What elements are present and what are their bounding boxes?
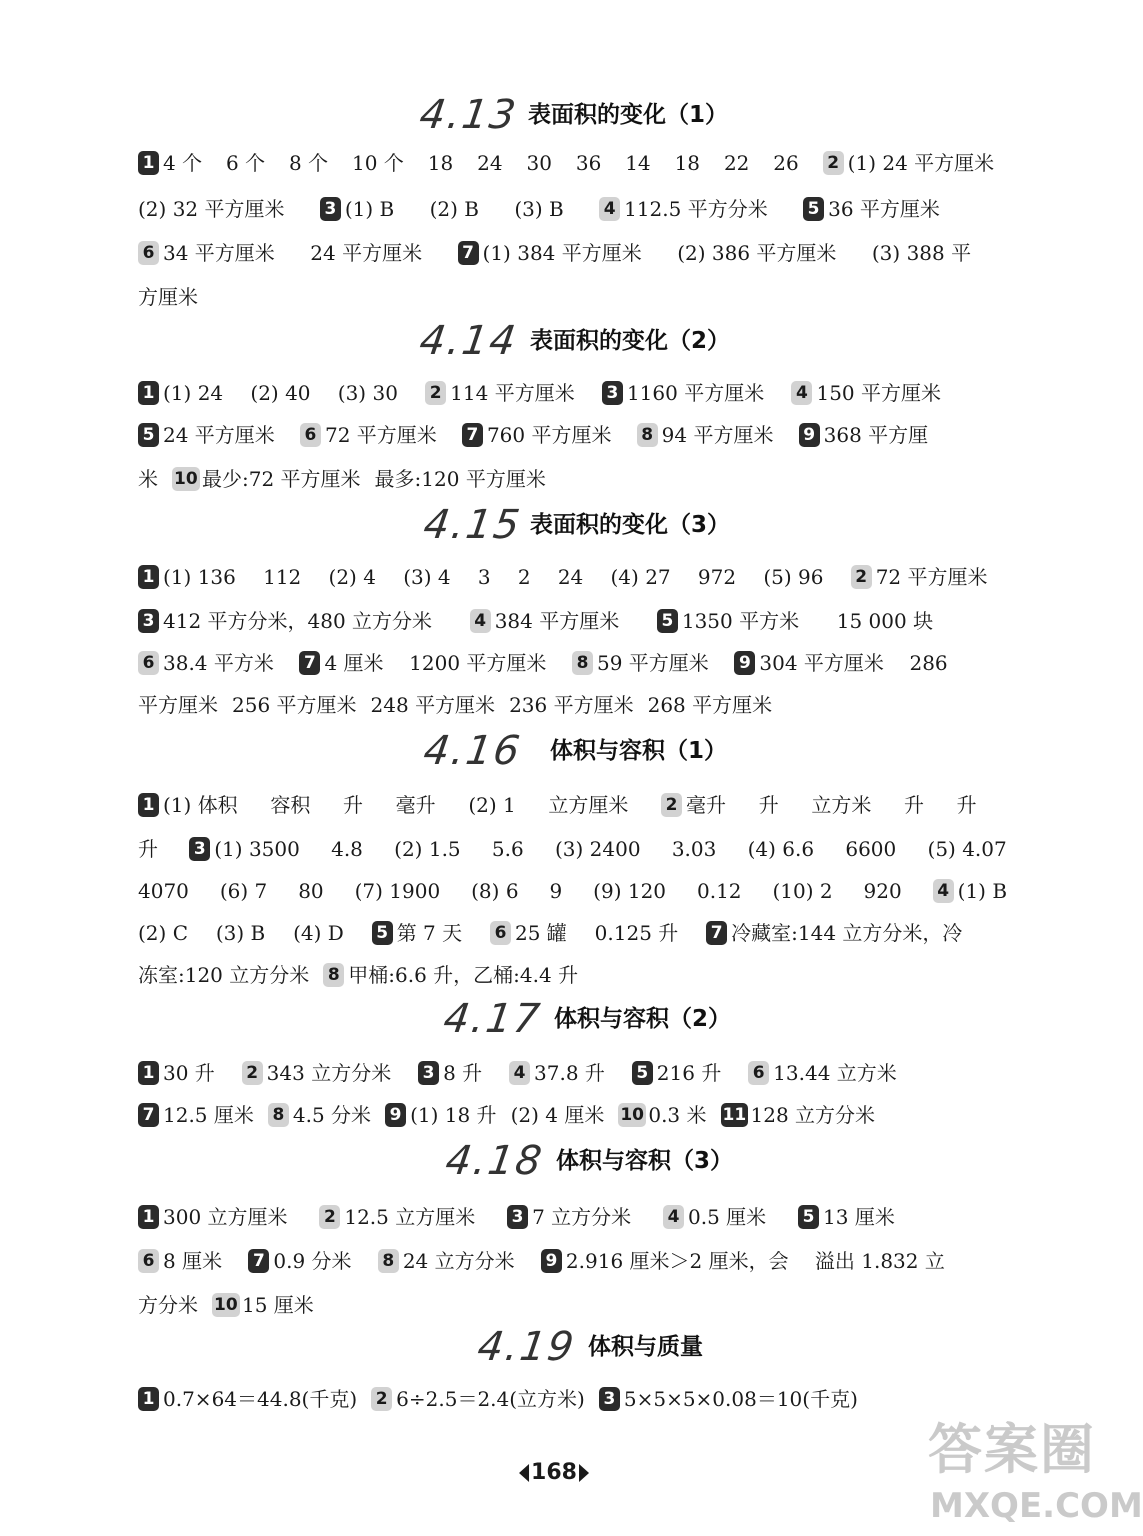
answer-text: 26 xyxy=(773,151,799,175)
watermark-url: MXQE.COM xyxy=(930,1486,1143,1526)
answer-text: 容积 xyxy=(270,793,311,817)
answer-text: (3) 2400 xyxy=(554,837,641,861)
answer-text: 5×5×5×0.08＝10(千克) xyxy=(623,1387,858,1411)
section-title: 表面积的变化（3） xyxy=(530,512,731,538)
section-header xyxy=(0,728,1108,774)
question-number-badge: 2 xyxy=(242,1061,263,1085)
section-title: 表面积的变化（1） xyxy=(528,102,729,128)
section-title: 体积与容积（3） xyxy=(556,1148,734,1174)
answer-text: 方分米 xyxy=(138,1293,198,1317)
answer-text: 13 厘米 xyxy=(823,1205,895,1229)
answer-text: 72 平方厘米 xyxy=(875,565,988,589)
question-number-badge: 9 xyxy=(799,423,820,447)
answer-text: 1200 平方厘米 xyxy=(409,651,547,675)
answer-text: 9 xyxy=(549,879,563,903)
section-header xyxy=(0,502,1108,548)
answer-text: 冻室:120 立方分米 xyxy=(138,963,310,987)
question-number-badge: 3 xyxy=(599,1387,620,1411)
question-number-badge: 2 xyxy=(319,1205,340,1229)
question-number-badge: 4 xyxy=(791,381,812,405)
answer-text: (1) 24 平方厘米 xyxy=(847,151,995,175)
page-number-text: 168 xyxy=(531,1460,577,1485)
question-number-badge: 5 xyxy=(372,921,393,945)
question-number-badge: 6 xyxy=(748,1061,769,1085)
answer-text: 286 xyxy=(909,651,948,675)
question-number-badge: 9 xyxy=(734,651,755,675)
question-number-badge: 7 xyxy=(248,1249,269,1273)
question-number-badge: 9 xyxy=(541,1249,562,1273)
question-number-badge: 6 xyxy=(138,1249,159,1273)
question-number-badge: 1 xyxy=(138,381,159,405)
question-number-badge: 6 xyxy=(490,921,511,945)
answer-text: 3 xyxy=(477,565,491,589)
answer-text: 15 000 块 xyxy=(836,609,934,633)
question-number-badge: 1 xyxy=(138,1387,159,1411)
answer-text: 24 平方厘米 xyxy=(310,241,423,265)
answer-text: 第 7 天 xyxy=(396,921,463,945)
answer-text: (2) 1 xyxy=(468,793,516,817)
answer-text: 12.5 厘米 xyxy=(163,1103,254,1127)
answer-text: (9) 120 xyxy=(593,879,667,903)
answer-text: (3) 4 xyxy=(403,565,451,589)
answer-text: (2) 4 xyxy=(328,565,376,589)
section-number: 4.18 xyxy=(442,1138,547,1184)
question-number-badge: 8 xyxy=(637,423,658,447)
answer-text: (3) 30 xyxy=(337,381,398,405)
section-title: 体积与容积（2） xyxy=(554,1006,732,1032)
answer-text: 0.9 分米 xyxy=(273,1249,352,1273)
answer-text: 236 平方厘米 xyxy=(509,693,634,717)
answer-text: 94 平方厘米 xyxy=(661,423,774,447)
answer-text: (1) 384 平方厘米 xyxy=(482,241,642,265)
answer-text: 37.8 升 xyxy=(534,1061,605,1085)
answer-text: (1) B xyxy=(344,197,395,221)
answer-text: 12.5 立方厘米 xyxy=(344,1205,476,1229)
answer-text: (4) D xyxy=(293,921,344,945)
answer-text: 升 xyxy=(138,837,158,861)
answer-text: 18 xyxy=(427,151,454,175)
answer-text: 冷藏室:144 立方分米，冷 xyxy=(731,921,963,945)
answer-text: 0.5 厘米 xyxy=(688,1205,767,1229)
answer-text: 毫升 xyxy=(395,793,436,817)
answer-text: 7 立方分米 xyxy=(532,1205,632,1229)
question-number-badge: 6 xyxy=(138,241,159,265)
left-arrow-icon xyxy=(519,1464,529,1482)
section-title: 体积与质量 xyxy=(588,1334,703,1360)
section-header xyxy=(0,92,1108,138)
answer-text: (2) B xyxy=(429,197,479,221)
answer-text: (6) 7 xyxy=(219,879,268,903)
question-number-badge: 10 xyxy=(620,1105,645,1125)
answer-text: (3) B xyxy=(215,921,266,945)
answer-text: (2) 1.5 xyxy=(394,837,461,861)
question-number-badge: 10 xyxy=(214,1295,238,1315)
question-number-badge: 2 xyxy=(823,151,844,175)
question-number-badge: 6 xyxy=(138,651,159,675)
answer-text: 114 平方厘米 xyxy=(450,381,575,405)
answer-text: (1) 体积 xyxy=(163,793,238,817)
answer-text: (1) 3500 xyxy=(214,837,300,861)
question-number-badge: 3 xyxy=(138,609,159,633)
answer-text: (1) B xyxy=(957,879,1008,903)
question-number-badge: 4 xyxy=(470,609,491,633)
answer-text: 248 平方厘米 xyxy=(370,693,496,717)
question-number-badge: 3 xyxy=(507,1205,528,1229)
answer-text: 6÷2.5＝2.4(立方米) xyxy=(396,1387,585,1411)
answer-text: 34 平方厘米 xyxy=(163,241,275,265)
answer-text: 5.6 xyxy=(491,837,524,861)
question-number-badge: 5 xyxy=(632,1061,653,1085)
answer-text: (2) 4 厘米 xyxy=(510,1103,605,1127)
answer-text: 8 升 xyxy=(443,1061,483,1085)
answer-text: 4.8 xyxy=(331,837,363,861)
question-number-badge: 2 xyxy=(425,381,446,405)
watermark-glyphs: 答案圈 xyxy=(928,1418,1096,1481)
answer-text: 760 平方厘米 xyxy=(486,423,612,447)
question-number-badge: 8 xyxy=(572,651,593,675)
answer-text: 升 xyxy=(343,793,363,817)
question-number-badge: 7 xyxy=(138,1103,159,1127)
answer-text: 36 xyxy=(575,151,602,175)
question-number-badge: 1 xyxy=(138,565,159,589)
answer-text: 343 立方分米 xyxy=(266,1061,392,1085)
answer-text: 13.44 立方米 xyxy=(773,1061,897,1085)
answer-text: (4) 27 xyxy=(610,565,671,589)
section-number: 4.14 xyxy=(416,318,521,364)
answer-text: 14 xyxy=(625,151,651,175)
question-number-badge: 7 xyxy=(299,651,320,675)
question-number-badge: 4 xyxy=(509,1061,530,1085)
section-header xyxy=(0,1324,1108,1370)
answer-text: 米 xyxy=(138,467,158,491)
answer-text: 8 厘米 xyxy=(163,1249,223,1273)
section-number: 4.15 xyxy=(420,502,525,548)
answer-text: 24 立方分米 xyxy=(402,1249,515,1273)
answer-text: 6600 xyxy=(845,837,897,861)
section-number: 4.17 xyxy=(440,996,545,1042)
answer-text: 立方米 xyxy=(811,793,872,817)
section-title: 体积与容积（1） xyxy=(550,738,728,764)
question-number-badge: 8 xyxy=(378,1249,399,1273)
answer-text: (1) 18 升 xyxy=(410,1103,497,1127)
answer-text: 方厘米 xyxy=(138,285,198,309)
answer-text: 10 个 xyxy=(352,151,404,175)
answer-text: 4 个 xyxy=(163,151,203,175)
question-number-badge: 5 xyxy=(798,1205,819,1229)
answer-text: 304 平方厘米 xyxy=(759,651,884,675)
question-number-badge: 5 xyxy=(138,423,159,447)
answer-text: 最少:72 平方厘米 xyxy=(202,467,361,491)
answer-text: 112.5 平方分米 xyxy=(624,197,768,221)
answer-text: 920 xyxy=(863,879,902,903)
question-number-badge: 5 xyxy=(803,197,824,221)
question-number-badge: 3 xyxy=(602,381,623,405)
answer-text: (2) 40 xyxy=(250,381,311,405)
answer-text: 30 xyxy=(526,151,552,175)
answer-text: 15 厘米 xyxy=(242,1293,314,1317)
answer-text: (10) 2 xyxy=(772,879,833,903)
answer-text: 22 xyxy=(723,151,750,175)
answer-text: 30 升 xyxy=(163,1061,215,1085)
answer-text: 升 xyxy=(904,793,925,817)
question-number-badge: 10 xyxy=(174,469,198,489)
question-number-badge: 4 xyxy=(599,197,620,221)
answer-text: 112 xyxy=(263,565,302,589)
question-number-badge: 11 xyxy=(722,1105,747,1125)
answer-text: 6 个 xyxy=(226,151,266,175)
watermark-logo xyxy=(928,1418,1143,1530)
answer-text: 升 xyxy=(956,793,977,817)
section-number: 4.16 xyxy=(420,728,525,774)
question-number-badge: 2 xyxy=(851,565,872,589)
answer-text: (4) 6.6 xyxy=(747,837,815,861)
page-number xyxy=(519,1458,589,1488)
answer-text: 3.03 xyxy=(671,837,717,861)
answer-text: 24 xyxy=(557,565,584,589)
answer-text: 38.4 平方米 xyxy=(163,651,274,675)
answer-text: (8) 6 xyxy=(471,879,519,903)
answer-text: 412 平方分米，480 立方分米 xyxy=(163,609,433,633)
answer-text: 384 平方厘米 xyxy=(494,609,620,633)
answer-text: 24 xyxy=(477,151,503,175)
answer-text: 36 平方厘米 xyxy=(828,197,940,221)
question-number-badge: 8 xyxy=(323,963,344,987)
answer-text: 升 xyxy=(758,793,779,817)
answer-text: 59 平方厘米 xyxy=(596,651,709,675)
answer-text: 毫升 xyxy=(686,793,727,817)
section-header xyxy=(0,318,1108,364)
right-arrow-icon xyxy=(579,1464,589,1482)
answer-text: 25 罐 xyxy=(515,921,567,945)
question-number-badge: 6 xyxy=(300,423,321,447)
question-number-badge: 7 xyxy=(458,241,479,265)
question-number-badge: 3 xyxy=(320,197,341,221)
section-header xyxy=(0,996,1108,1042)
answer-text: 268 平方厘米 xyxy=(647,693,773,717)
answer-text: 1350 平方米 xyxy=(681,609,800,633)
answer-text: 4.5 分米 xyxy=(292,1103,372,1127)
answer-text: 0.125 升 xyxy=(594,921,679,945)
answer-text: 216 升 xyxy=(656,1061,722,1085)
question-number-badge: 1 xyxy=(138,151,159,175)
answer-text: 0.12 xyxy=(696,879,742,903)
answer-text: (5) 4.07 xyxy=(927,837,1007,861)
answer-text: 0.3 米 xyxy=(648,1103,707,1127)
section-number: 4.13 xyxy=(416,92,521,138)
answer-text: 256 平方厘米 xyxy=(232,693,357,717)
answer-text: 150 平方厘米 xyxy=(816,381,941,405)
answer-text: 8 个 xyxy=(289,151,329,175)
question-number-badge: 2 xyxy=(661,793,682,817)
answer-text: 24 平方厘米 xyxy=(163,423,275,447)
answer-text: 甲桶:6.6 升，乙桶:4.4 升 xyxy=(348,963,579,987)
answer-text: (1) 24 xyxy=(163,381,224,405)
answer-text: 平方厘米 xyxy=(138,693,218,717)
question-number-badge: 7 xyxy=(706,921,727,945)
answer-text: 368 平方厘 xyxy=(823,423,929,447)
answer-text: (5) 96 xyxy=(763,565,824,589)
answer-text: 4 厘米 xyxy=(324,651,384,675)
answer-text: (1) 136 xyxy=(163,565,236,589)
answer-text: 2 xyxy=(517,565,531,589)
question-number-badge: 2 xyxy=(371,1387,392,1411)
answer-text: 4070 xyxy=(138,879,189,903)
question-number-badge: 1 xyxy=(138,793,159,817)
question-number-badge: 7 xyxy=(462,423,483,447)
question-number-badge: 4 xyxy=(933,879,954,903)
answer-text: 0.7×64＝44.8(千克) xyxy=(163,1387,358,1411)
answer-text: 立方厘米 xyxy=(548,793,629,817)
question-number-badge: 3 xyxy=(189,837,210,861)
answer-text: 溢出 1.832 立 xyxy=(814,1249,945,1273)
section-number: 4.19 xyxy=(474,1324,579,1370)
answer-text: (2) 32 平方厘米 xyxy=(138,197,285,221)
question-number-badge: 4 xyxy=(663,1205,684,1229)
answer-text: 1160 平方厘米 xyxy=(626,381,765,405)
answer-text: (3) 388 平 xyxy=(871,241,972,265)
question-number-badge: 1 xyxy=(138,1061,159,1085)
question-number-badge: 1 xyxy=(138,1205,159,1229)
answer-text: 128 立方分米 xyxy=(750,1103,876,1127)
answer-text: 72 平方厘米 xyxy=(324,423,437,447)
answer-text: (3) B xyxy=(514,197,564,221)
answer-text: 300 立方厘米 xyxy=(163,1205,288,1229)
answer-text: 972 xyxy=(697,565,737,589)
answer-text: (7) 1900 xyxy=(354,879,441,903)
question-number-badge: 8 xyxy=(268,1103,289,1127)
answer-text: 80 xyxy=(298,879,324,903)
answer-text: 18 xyxy=(674,151,701,175)
answer-text: 最多:120 平方厘米 xyxy=(374,467,546,491)
answer-text: (2) 386 平方厘米 xyxy=(677,241,837,265)
question-number-badge: 5 xyxy=(657,609,678,633)
question-number-badge: 3 xyxy=(418,1061,439,1085)
answer-text: (2) C xyxy=(138,921,188,945)
question-number-badge: 9 xyxy=(385,1103,406,1127)
answer-text: 2.916 厘米＞2 厘米，会 xyxy=(565,1249,789,1273)
section-header xyxy=(0,1138,1108,1184)
section-title: 表面积的变化（2） xyxy=(530,328,731,354)
